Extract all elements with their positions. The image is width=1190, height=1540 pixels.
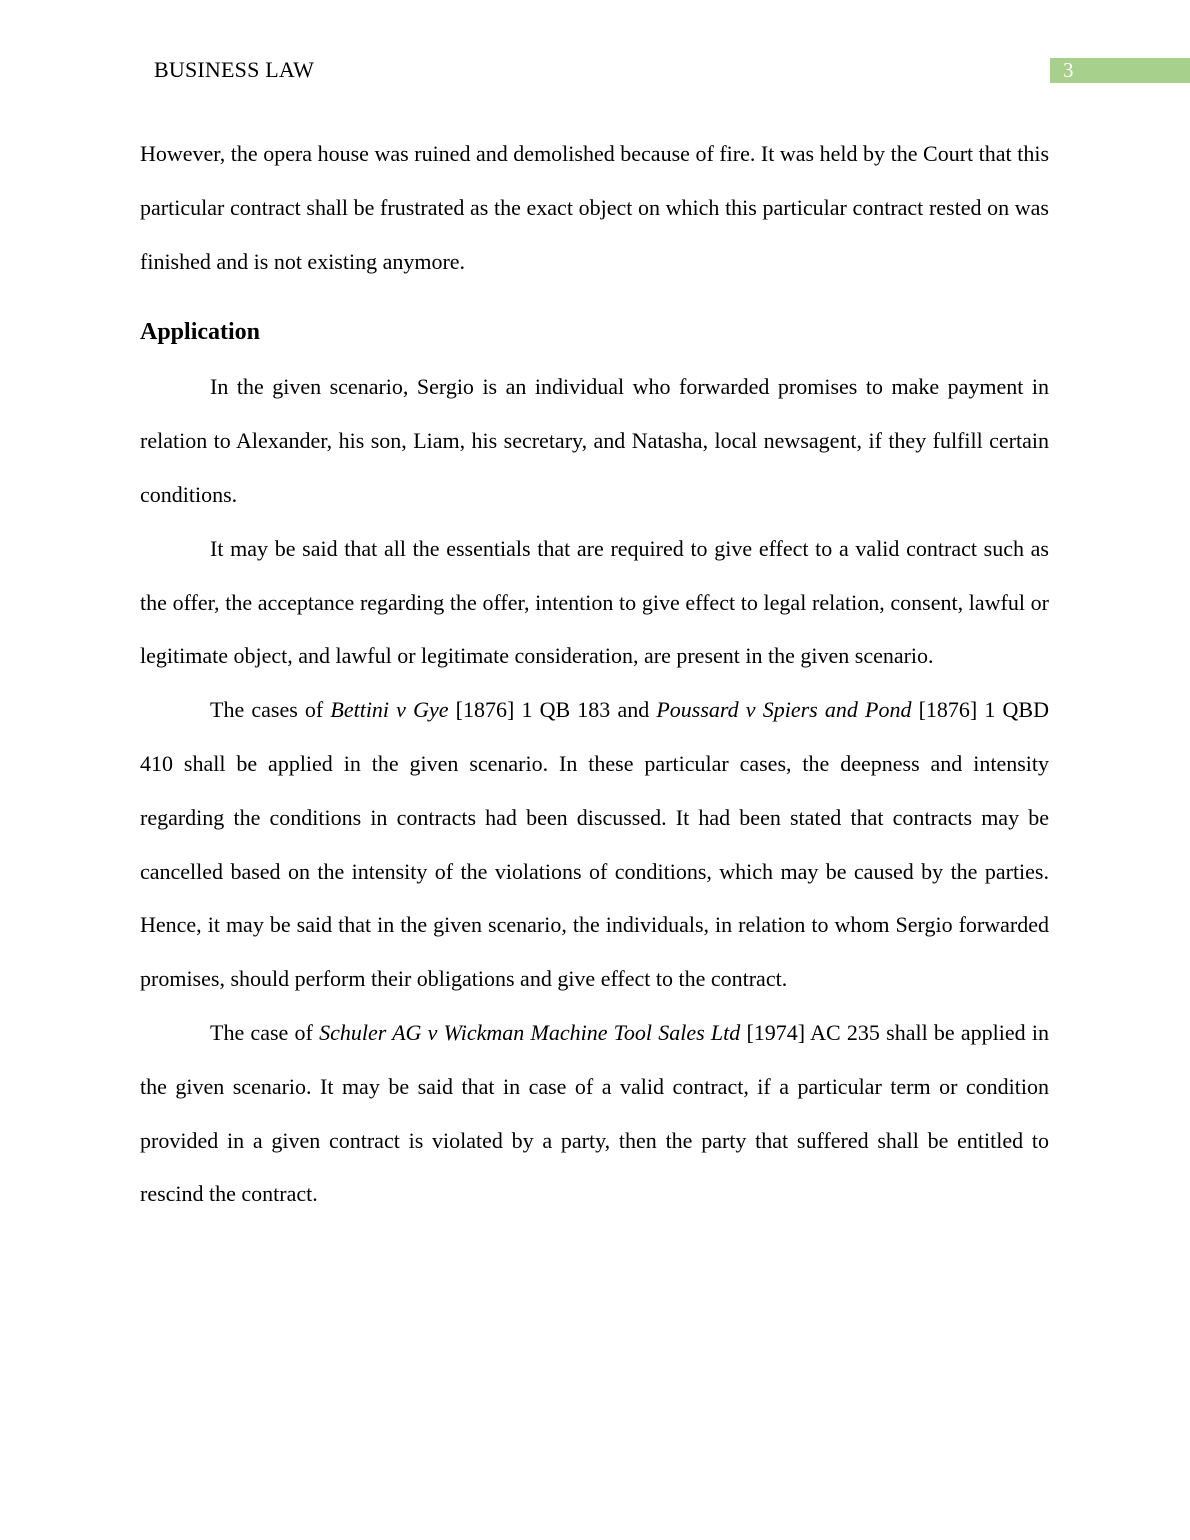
paragraph-text: [1974] AC 235 shall be applied in the given scenario. It may be said that in case of a valid contract, if a particular term or condition provided in a given contract is violated by a party, then the party that suffered shall be entitled to rescind the contract.	[140, 1019, 1049, 1207]
paragraph-scenario: In the given scenario, Sergio is an individual who forwarded promises to make payment in relation to Alexander, his son, Liam, his secretary, and Natasha, local newsagent, if they fulfill certain conditions.	[140, 374, 1049, 507]
paragraph-text: The cases of	[210, 697, 331, 723]
paragraph-text: [1876] 1 QB 183 and	[448, 697, 657, 723]
case-name-bettini: Bettini v Gye	[330, 697, 449, 723]
case-name-poussard: Poussard v Spiers and Pond	[656, 697, 912, 723]
paragraph-essentials: It may be said that all the essentials that are required to give effect to a valid contract such as the offer, the acceptance regarding the offer, intention to give effect to legal relation, consent, lawful or legitimate object, and lawful or legitimate consideration, are present in the given scenario.	[140, 535, 1049, 669]
paragraph-schuler	[140, 1006, 1049, 1221]
case-name-schuler: Schuler AG v Wickman Machine Tool Sales Ltd	[319, 1019, 741, 1045]
intro-paragraph: However, the opera house was ruined and demolished because of fire. It was held by the Court that this particular contract shall be frustrated as the exact object on which this particular contract rested on was finished and is not existing anymore.	[140, 141, 1049, 274]
paragraph-text: [1876] 1 QBD 410 shall be applied in the given scenario. In these particular cases, the deepness and intensity regarding the conditions in contracts had been discussed. It had been stated that contracts may be cancelled based on the intensity of the violations of conditions, which may be caused by the parties. Hence, it may be said that in the given scenario, the individuals, in relation to whom Sergio forwarded promises, should perform their obligations and give effect to the contract.	[140, 697, 1049, 992]
paragraph-text: The case of	[210, 1019, 320, 1045]
paragraph-bettini-poussard	[140, 683, 1049, 1006]
running-header-title: BUSINESS LAW	[154, 57, 315, 82]
page-number-badge	[1050, 58, 1190, 83]
page-number: 3	[1063, 58, 1074, 82]
section-heading-application: Application	[140, 319, 261, 346]
document-body	[140, 127, 1049, 1221]
